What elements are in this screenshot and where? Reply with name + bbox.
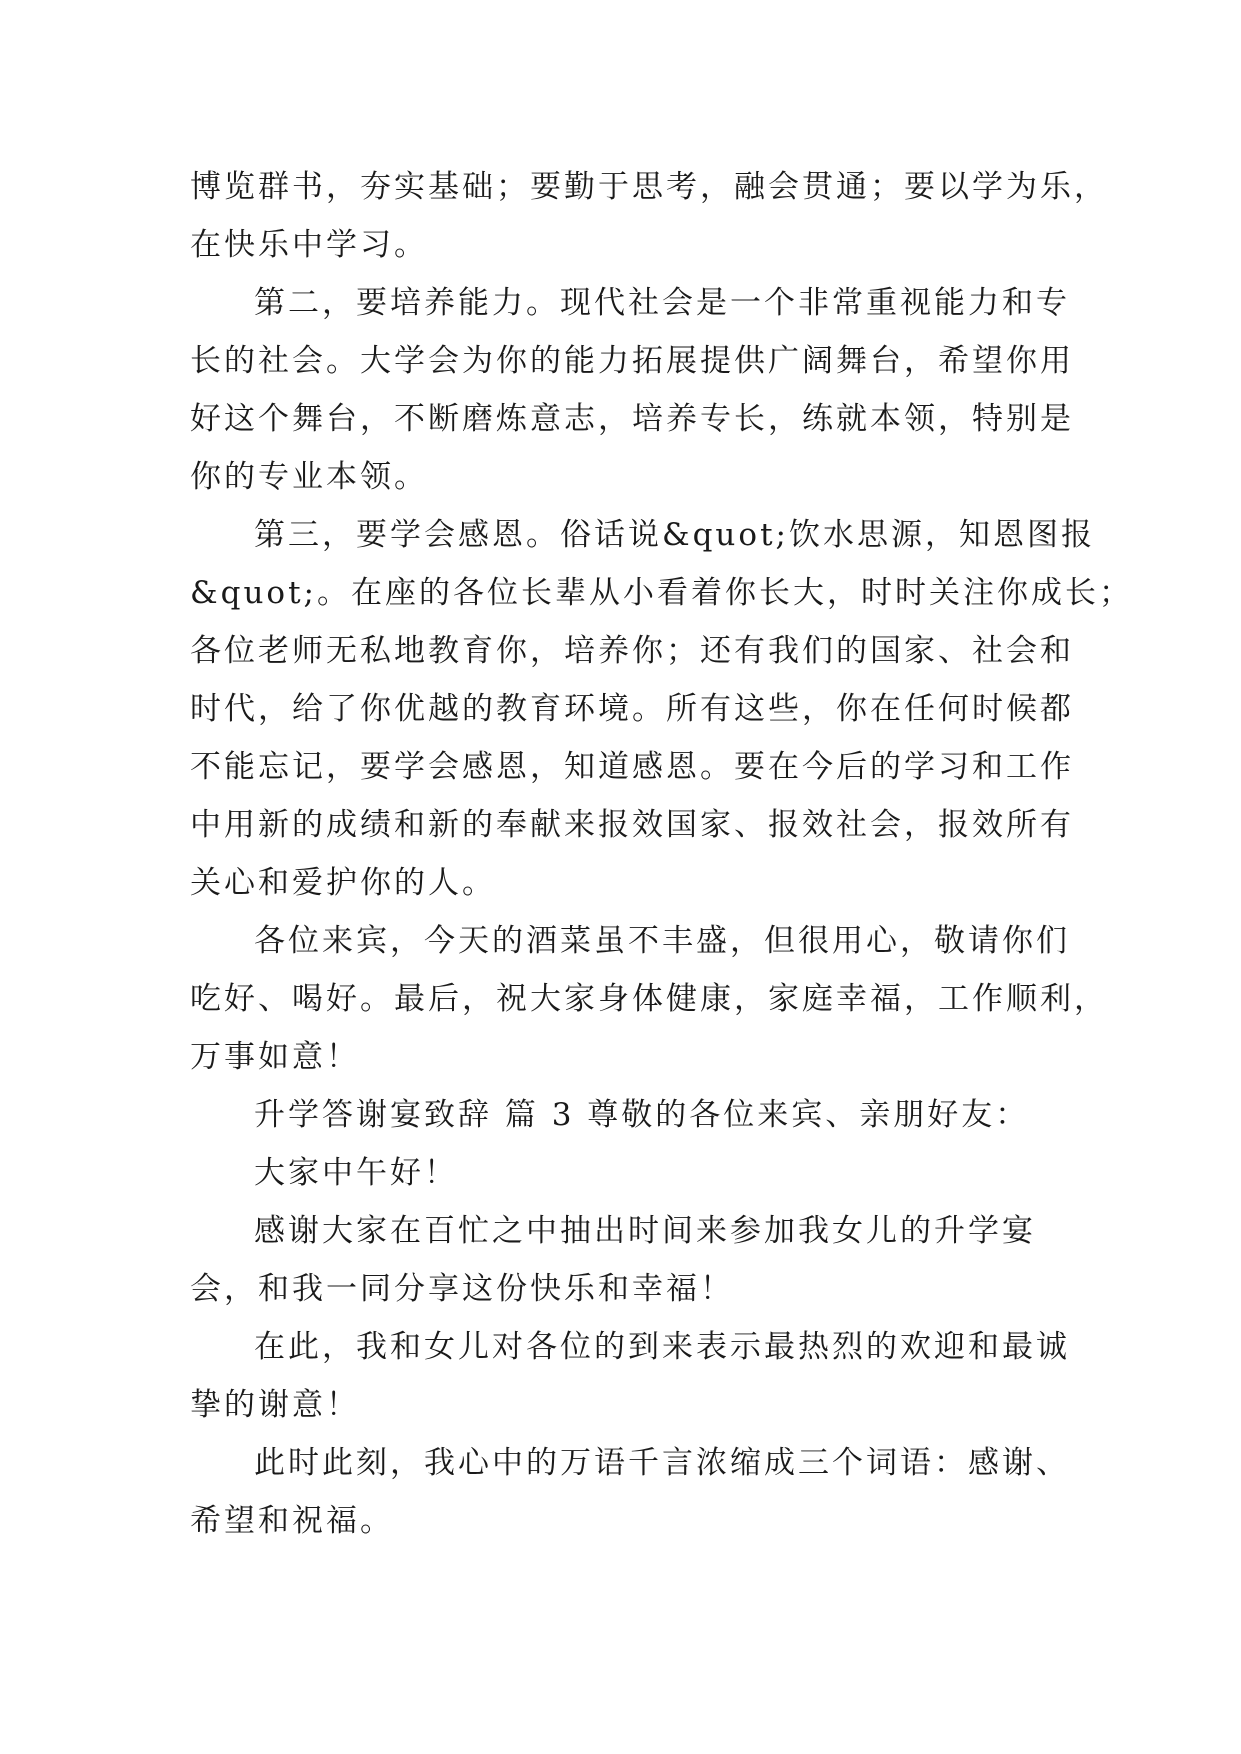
text-line: 关心和爱护你的人。 xyxy=(190,865,496,901)
text-line: 中用新的成绩和新的奉献来报效国家、报效社会，报效所有 xyxy=(190,807,1074,843)
text-line: 吃好、喝好。最后，祝大家身体健康，家庭幸福，工作顺利， xyxy=(190,981,1108,1017)
text-line: 感谢大家在百忙之中抽出时间来参加我女儿的升学宴 xyxy=(254,1213,1036,1249)
document-body xyxy=(190,158,1133,1550)
text-line: 万事如意！ xyxy=(190,1039,360,1075)
text-line: 挚的谢意！ xyxy=(190,1387,360,1423)
text-line: 会，和我一同分享这份快乐和幸福！ xyxy=(190,1271,734,1307)
text-line: 时代，给了你优越的教育环境。所有这些，你在任何时候都 xyxy=(190,691,1074,727)
text-line: 在快乐中学习。 xyxy=(190,227,428,263)
text-line: 不能忘记，要学会感恩，知道感恩。要在今后的学习和工作 xyxy=(190,749,1074,785)
text-line: 升学答谢宴致辞 篇 3 尊敬的各位来宾、亲朋好友： xyxy=(254,1097,1030,1133)
text-line: 大家中午好！ xyxy=(254,1155,458,1191)
text-line: 第三，要学会感恩。俗话说&quot;饮水思源，知恩图报 xyxy=(254,517,1095,553)
text-line: 各位老师无私地教育你，培养你；还有我们的国家、社会和 xyxy=(190,633,1074,669)
text-line: 此时此刻，我心中的万语千言浓缩成三个词语：感谢、 xyxy=(254,1445,1070,1481)
text-line: 希望和祝福。 xyxy=(190,1503,394,1539)
text-line: 各位来宾，今天的酒菜虽不丰盛，但很用心，敬请你们 xyxy=(254,923,1070,959)
text-line: 在此，我和女儿对各位的到来表示最热烈的欢迎和最诚 xyxy=(254,1329,1070,1365)
text-line: 你的专业本领。 xyxy=(190,459,428,495)
text-line: 好这个舞台，不断磨炼意志，培养专长，练就本领，特别是 xyxy=(190,401,1074,437)
text-line: 博览群书，夯实基础；要勤于思考，融会贯通；要以学为乐， xyxy=(190,169,1108,205)
text-line: &quot;。在座的各位长辈从小看着你长大，时时关注你成长； xyxy=(190,575,1133,611)
text-line: 长的社会。大学会为你的能力拓展提供广阔舞台，希望你用 xyxy=(190,343,1074,379)
text-line: 第二，要培养能力。现代社会是一个非常重视能力和专 xyxy=(254,285,1070,321)
